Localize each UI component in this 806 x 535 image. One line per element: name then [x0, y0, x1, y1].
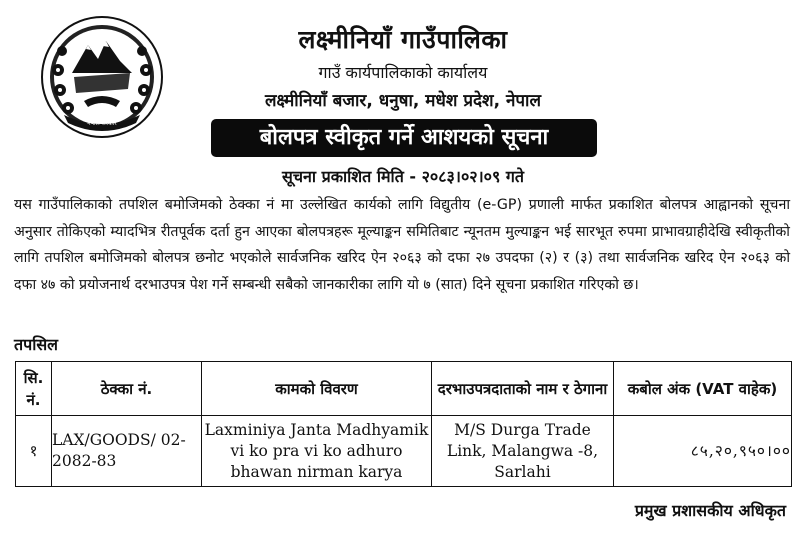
cell-bidder: M/S Durga Trade Link, Malangwa -8, Sarlahi [432, 416, 614, 487]
signatory-title: प्रमुख प्रशासकीय अधिकृत [634, 501, 786, 520]
office-address: लक्ष्मीनियाँ बजार, धनुषा, मधेश प्रदेश, नेपाल [265, 91, 541, 111]
office-name: गाउँ कार्यपालिकाको कार्यालय [318, 63, 488, 82]
header-bid-amount: कबोल अंक (VAT वाहेक) [614, 362, 792, 416]
table-header-row [16, 362, 792, 416]
header-contract-number: ठेक्का नं. [52, 362, 202, 416]
table-row [16, 416, 792, 487]
schedule-label: तपसिल [14, 335, 59, 354]
cell-contract-number: LAX/GOODS/ 02-2082-83 [52, 416, 202, 487]
municipality-title: लक्ष्मीनियाँ गाउँपालिका [298, 25, 508, 54]
publication-date: सूचना प्रकाशित मिति - २०८३।०२।०९ गते [282, 167, 524, 186]
header-serial-number: सि. नं. [16, 362, 52, 416]
notice-banner: बोलपत्र स्वीकृत गर्ने आशयको सूचना [211, 119, 597, 157]
cell-work-description: Laxminiya Janta Madhyamik vi ko pra vi ko adhuro bhawan nirman karya [202, 416, 432, 487]
cell-bid-amount: ८५,२०,९५०।०० [614, 416, 792, 487]
emblem-ribbon-text: नेपाल सरकार [87, 120, 117, 127]
bid-table [15, 361, 792, 487]
header-bidder: दरभाउपत्रदाताको नाम र ठेगाना [432, 362, 614, 416]
notice-body: यस गाउँपालिकाको तपशिल बमोजिमको ठेक्का नं मा उल्लेखित कार्यको लागि विद्युतीय (e-GP) प्रणाली मार्फत प्रकाशित बोलपत्र आह्वानको सूचना अनुसार तोकिएको म्यादभित्र रीतपूर्वक दर्ता हुन आएका बोलपत्रहरू मूल्याङ्कन समितिबाट न्यूनतम मुल्याङ्कन भई सारभूत रुपमा प्राभावग्राहीदेखि स्वीकृतीको लागि तपशिल बमोजिमको बोलपत्र छनोट भएकोले सार्वजनिक खरिद ऐन २०६३ को दफा २७ उपदफा (२) र (३) तथा सार्वजनिक खरिद ऐन २०६३ को दफा ४७ को प्रयोजनार्थ दरभाउपत्र पेश गर्ने सम्बन्धी सबैको जानकारीका लागि यो ७ (सात) दिने सूचना प्रकाशित गरिएको छ। [14, 197, 790, 293]
header-work-description: कामको विवरण [202, 362, 432, 416]
cell-serial-number: १ [16, 416, 52, 487]
